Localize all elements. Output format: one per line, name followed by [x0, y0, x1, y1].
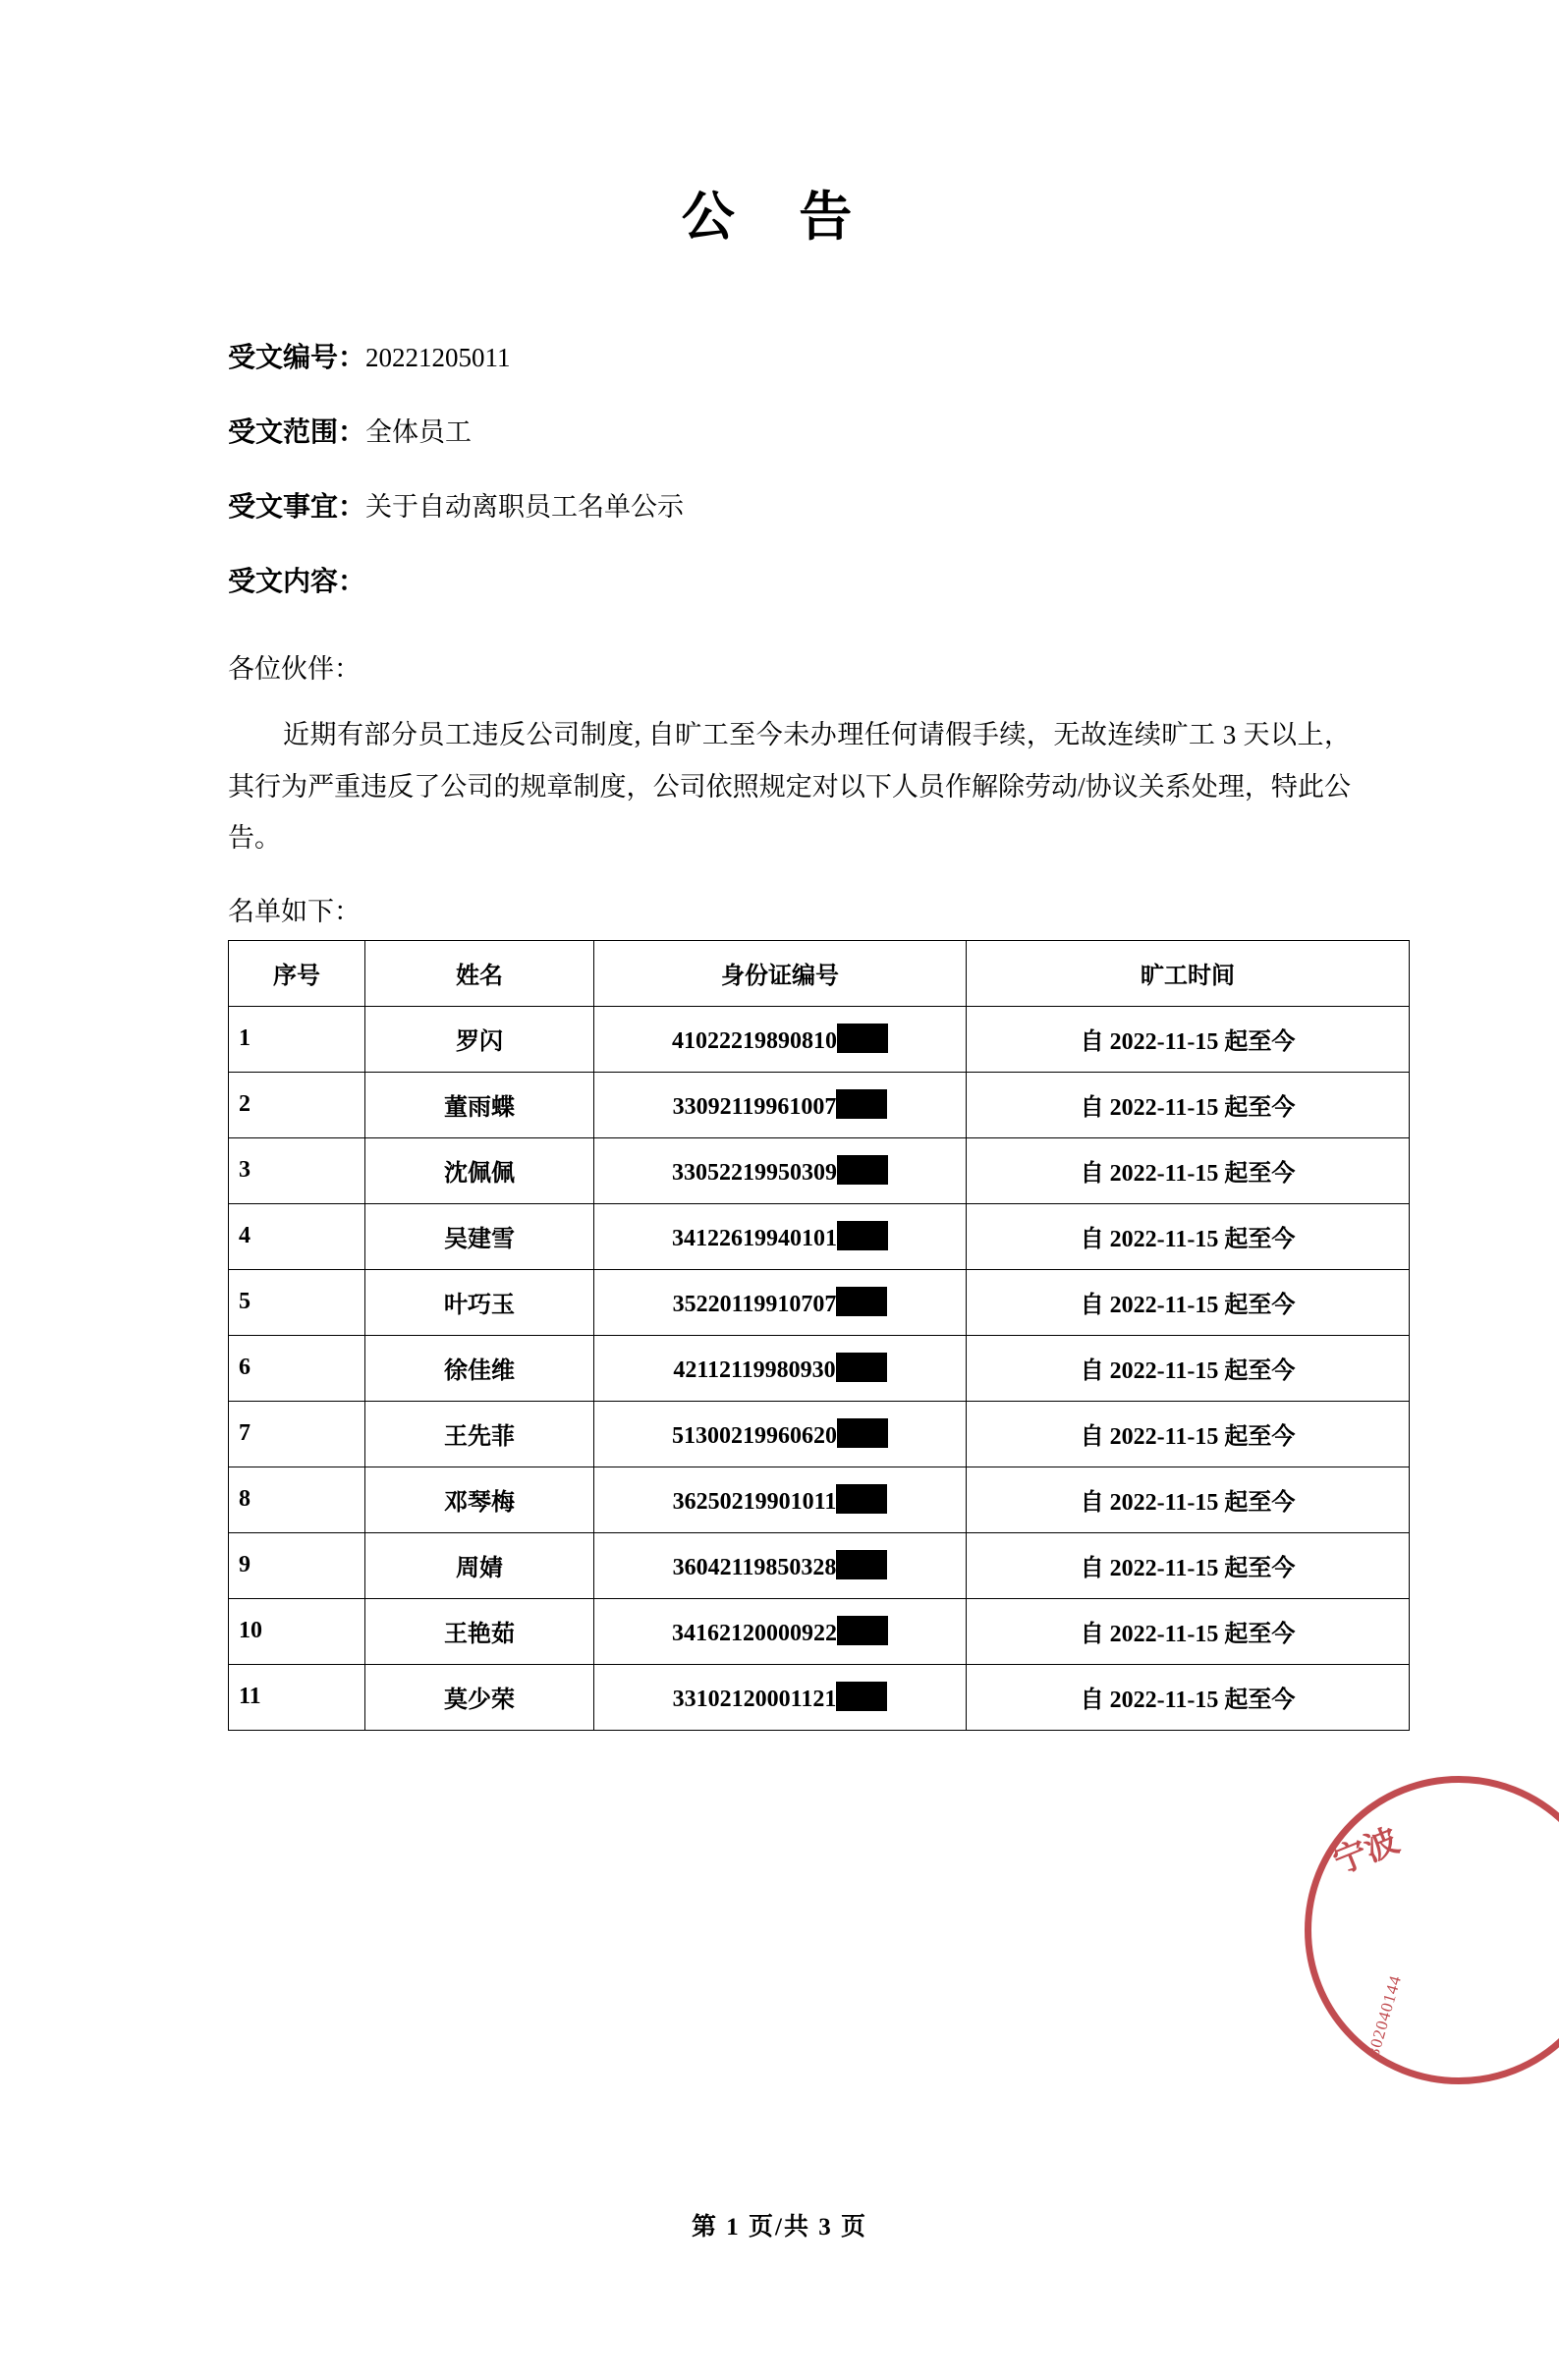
redaction-bar-icon — [836, 1287, 887, 1316]
cell-name: 王先菲 — [365, 1401, 594, 1467]
cell-name: 周婧 — [365, 1532, 594, 1598]
cell-time: 自 2022-11-15 起至今 — [967, 1598, 1410, 1664]
cell-index: 7 — [229, 1401, 365, 1467]
cell-index: 10 — [229, 1598, 365, 1664]
meta-label-document-number: 受文编号： — [228, 343, 366, 373]
redaction-bar-icon — [837, 1616, 888, 1645]
cell-id — [594, 1467, 967, 1532]
seal-inner-ring — [1321, 1793, 1559, 2068]
cell-index: 9 — [229, 1532, 365, 1598]
cell-index: 11 — [229, 1664, 365, 1730]
cell-id-text: 33052219950309 — [672, 1159, 837, 1186]
table-row — [229, 1467, 1410, 1532]
cell-id-text: 36250219901011 — [672, 1488, 837, 1515]
redaction-bar-icon — [837, 1221, 888, 1250]
meta-value-document-number: 20221205011 — [365, 343, 511, 372]
meta-label-content: 受文内容： — [228, 567, 366, 597]
table-row — [229, 1532, 1410, 1598]
meta-label-subject: 受文事宜： — [228, 492, 366, 523]
column-header-name: 姓名 — [365, 940, 594, 1006]
cell-name: 王艳茹 — [365, 1598, 594, 1664]
cell-index: 3 — [229, 1137, 365, 1203]
cell-time: 自 2022-11-15 起至今 — [967, 1072, 1410, 1137]
seal-number: 3302040144 — [1361, 1972, 1406, 2069]
cell-id-text: 42112119980930 — [673, 1356, 836, 1383]
salutation: 各位伙伴： — [228, 654, 361, 684]
cell-name: 叶巧玉 — [365, 1269, 594, 1335]
body-paragraph: 近期有部分员工违反公司制度, 自旷工至今未办理任何请假手续，无故连续旷工 3 天以上，其行为严重违反了公司的规章制度，公司依照规定对以下人员作解除劳动/协议关系处理，特此公告。 — [228, 720, 1351, 854]
cell-time: 自 2022-11-15 起至今 — [967, 1137, 1410, 1203]
table-row — [229, 1072, 1410, 1137]
cell-id — [594, 1137, 967, 1203]
redaction-bar-icon — [837, 1155, 888, 1185]
table-row — [229, 1006, 1410, 1072]
cell-id-text: 36042119850328 — [672, 1554, 837, 1580]
meta-row-content — [228, 569, 1343, 596]
cell-id — [594, 1269, 967, 1335]
employee-table — [228, 940, 1410, 1731]
cell-id — [594, 1335, 967, 1401]
table-row — [229, 1137, 1410, 1203]
column-header-id: 身份证编号 — [594, 940, 967, 1006]
cell-index: 4 — [229, 1203, 365, 1269]
seal-text: 宁波 — [1328, 1822, 1405, 1882]
cell-name: 董雨蝶 — [365, 1072, 594, 1137]
cell-id — [594, 1006, 967, 1072]
cell-index: 1 — [229, 1006, 365, 1072]
cell-time: 自 2022-11-15 起至今 — [967, 1335, 1410, 1401]
cell-time: 自 2022-11-15 起至今 — [967, 1664, 1410, 1730]
cell-id — [594, 1401, 967, 1467]
cell-name: 罗闪 — [365, 1006, 594, 1072]
cell-id-text: 51300219960620 — [672, 1422, 837, 1449]
redaction-bar-icon — [837, 1024, 888, 1053]
table-row — [229, 1664, 1410, 1730]
column-header-time: 旷工时间 — [967, 940, 1410, 1006]
table-row — [229, 1269, 1410, 1335]
redaction-bar-icon — [836, 1353, 887, 1382]
meta-label-scope: 受文范围： — [228, 417, 366, 448]
cell-time: 自 2022-11-15 起至今 — [967, 1006, 1410, 1072]
cell-name: 沈佩佩 — [365, 1137, 594, 1203]
meta-value-scope: 全体员工 — [365, 417, 473, 447]
cell-time: 自 2022-11-15 起至今 — [967, 1467, 1410, 1532]
cell-name: 徐佳维 — [365, 1335, 594, 1401]
cell-name: 邓琴梅 — [365, 1467, 594, 1532]
cell-time: 自 2022-11-15 起至今 — [967, 1401, 1410, 1467]
document-page — [0, 175, 1559, 2380]
meta-value-subject: 关于自动离职员工名单公示 — [365, 492, 685, 522]
redaction-bar-icon — [836, 1682, 887, 1711]
cell-id — [594, 1072, 967, 1137]
cell-index: 5 — [229, 1269, 365, 1335]
meta-row-scope — [228, 419, 1343, 447]
cell-name: 吴建雪 — [365, 1203, 594, 1269]
cell-id-text: 41022219890810 — [672, 1027, 837, 1054]
document-content — [228, 343, 1351, 1731]
company-seal-icon — [1305, 1776, 1559, 2084]
redaction-bar-icon — [836, 1484, 887, 1514]
cell-index: 6 — [229, 1335, 365, 1401]
cell-id — [594, 1598, 967, 1664]
meta-row-subject — [228, 494, 1343, 522]
table-row — [229, 1598, 1410, 1664]
redaction-bar-icon — [836, 1550, 887, 1579]
page-title: 公 告 — [681, 188, 878, 247]
cell-time: 自 2022-11-15 起至今 — [967, 1203, 1410, 1269]
cell-id-text: 33092119961007 — [672, 1093, 837, 1120]
cell-index: 8 — [229, 1467, 365, 1532]
table-header-row — [229, 940, 1410, 1006]
cell-id — [594, 1664, 967, 1730]
cell-id — [594, 1203, 967, 1269]
redaction-bar-icon — [836, 1089, 887, 1119]
column-header-index: 序号 — [229, 940, 365, 1006]
table-row — [229, 1335, 1410, 1401]
cell-id-text: 33102120001121 — [672, 1686, 837, 1712]
cell-time: 自 2022-11-15 起至今 — [967, 1532, 1410, 1598]
cell-id-text: 34162120000922 — [672, 1620, 837, 1646]
cell-id — [594, 1532, 967, 1598]
table-row — [229, 1203, 1410, 1269]
cell-index: 2 — [229, 1072, 365, 1137]
page-footer: 第 1 页/共 3 页 — [692, 2214, 867, 2241]
cell-id-text: 34122619940101 — [672, 1225, 837, 1251]
redaction-bar-icon — [837, 1418, 888, 1448]
cell-name: 莫少荣 — [365, 1664, 594, 1730]
cell-time: 自 2022-11-15 起至今 — [967, 1269, 1410, 1335]
meta-row-document-number — [228, 345, 1343, 372]
list-label: 名单如下： — [228, 896, 361, 926]
table-row — [229, 1401, 1410, 1467]
cell-id-text: 35220119910707 — [672, 1291, 837, 1317]
